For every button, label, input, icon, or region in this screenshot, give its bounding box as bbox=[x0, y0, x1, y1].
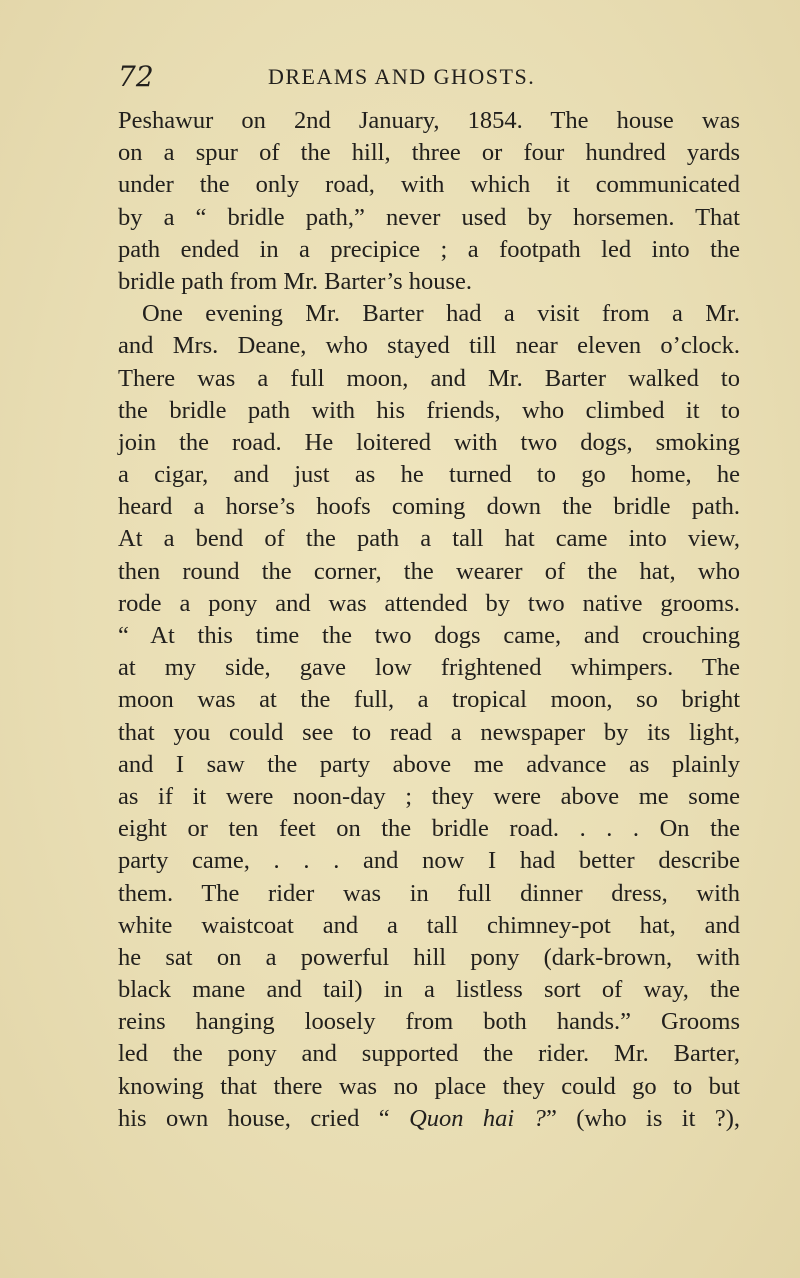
text-line: by a “ bridle path,” never used by horsemen. That bbox=[118, 203, 740, 231]
text-line: that you could see to read a newspaper by its light, bbox=[118, 718, 740, 746]
text-line: as if it were noon-day ; they were above me some bbox=[118, 782, 740, 810]
text-line: and I saw the party above me advance as plainly bbox=[118, 750, 740, 778]
running-title: DREAMS AND GHOSTS. bbox=[268, 64, 536, 89]
text-line: party came, . . . and now I had better describe bbox=[118, 847, 740, 875]
running-head bbox=[118, 57, 740, 97]
text-line: bridle path from Mr. Barter’s house. bbox=[118, 267, 473, 295]
text-line: heard a horse’s hoofs coming down the bridle path. bbox=[118, 493, 740, 521]
text-line: moon was at the full, a tropical moon, so bright bbox=[118, 686, 740, 714]
text-segment: his own house, cried “ bbox=[118, 1104, 410, 1132]
text-line: path ended in a precipice ; a footpath led into the bbox=[118, 235, 740, 263]
text-line: eight or ten feet on the bridle road. . . . On the bbox=[118, 815, 740, 843]
text-segment: ” (who is it ?), bbox=[545, 1104, 740, 1132]
text-line: black mane and tail) in a listless sort of way, the bbox=[118, 976, 740, 1004]
text-line: then round the corner, the wearer of the hat, who bbox=[118, 557, 740, 585]
body-text bbox=[118, 105, 740, 1135]
text-line: the bridle path with his friends, who climbed it to bbox=[118, 396, 740, 424]
text-line: them. The rider was in full dinner dress, with bbox=[118, 879, 740, 907]
text-line: knowing that there was no place they could go to but bbox=[118, 1072, 740, 1100]
text-line-final bbox=[118, 1103, 740, 1135]
text-line: he sat on a powerful hill pony (dark-brown, with bbox=[118, 943, 740, 971]
text-line: There was a full moon, and Mr. Barter walked to bbox=[118, 364, 740, 392]
text-line: white waistcoat and a tall chimney-pot hat, and bbox=[118, 911, 740, 939]
text-line: Peshawur on 2nd January, 1854. The house was bbox=[118, 107, 740, 134]
italic-phrase: Quon hai ? bbox=[409, 1104, 546, 1132]
text-line: a cigar, and just as he turned to go home, he bbox=[118, 461, 740, 489]
text-line: under the only road, with which it communicated bbox=[118, 171, 740, 199]
text-line: on a spur of the hill, three or four hundred yards bbox=[118, 139, 740, 167]
text-line: led the pony and supported the rider. Mr. Barter, bbox=[118, 1040, 740, 1068]
text-line: rode a pony and was attended by two native grooms. bbox=[118, 589, 740, 617]
text-line: reins hanging loosely from both hands.” Grooms bbox=[118, 1008, 740, 1036]
text-line: join the road. He loitered with two dogs, smoking bbox=[118, 428, 740, 456]
text-line: and Mrs. Deane, who stayed till near eleven o’clock. bbox=[118, 332, 740, 360]
page-number: 72 bbox=[118, 60, 154, 93]
text-line: at my side, gave low frightened whimpers. The bbox=[118, 654, 740, 682]
text-line: One evening Mr. Barter had a visit from a Mr. bbox=[142, 300, 740, 328]
text-line: At a bend of the path a tall hat came into view, bbox=[118, 525, 740, 553]
text-line: “ At this time the two dogs came, and crouching bbox=[118, 622, 740, 649]
